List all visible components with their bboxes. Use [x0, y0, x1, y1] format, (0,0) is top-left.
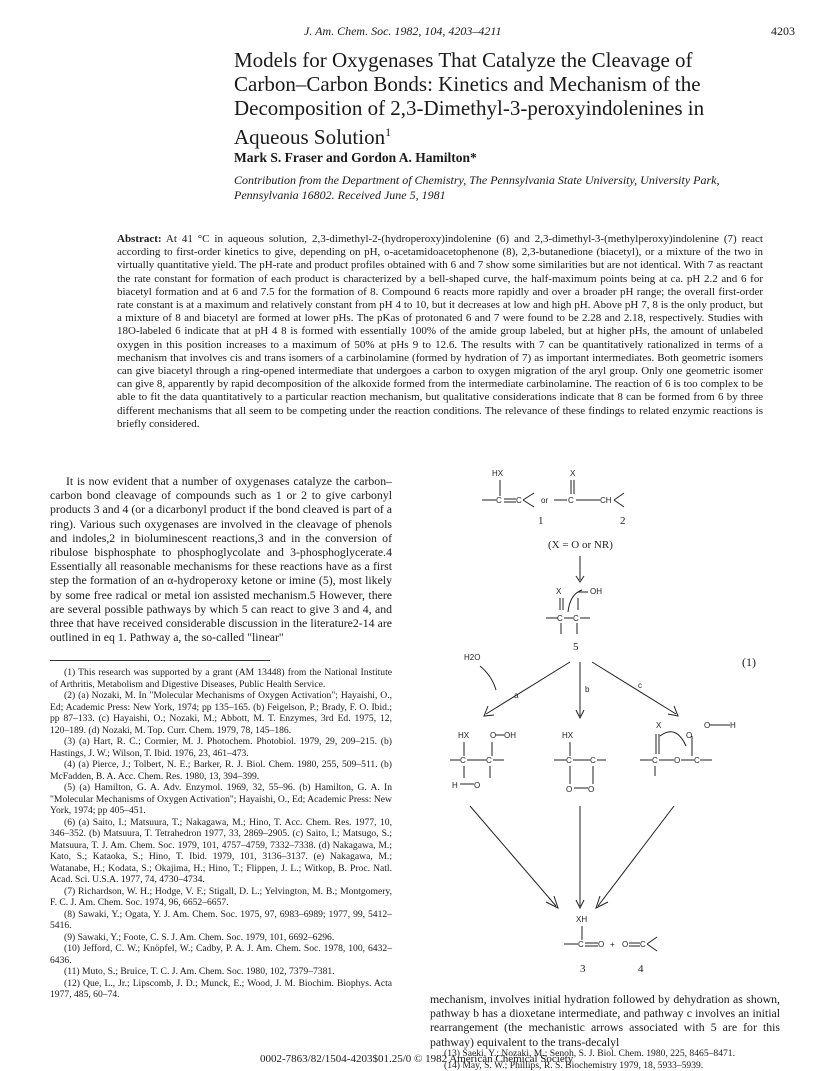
- svg-text:C: C: [652, 756, 658, 765]
- svg-text:C: C: [516, 496, 522, 505]
- reference: (11) Muto, S.; Bruice, T. C. J. Am. Chem. Soc. 1980, 102, 7379–7381.: [50, 966, 392, 978]
- compound-5-label: 5: [573, 641, 579, 653]
- reference: (2) (a) Nozaki, M. In "Molecular Mechanisms of Oxygen Activation"; Hayaishi, O., Ed; Academic Press: New York, 1974; pp 135–165. (b) Feigelson, P.; Brady, F. O. Ibid.; pp 87–133. (c) Hayaishi, O.; Nozaki, M.; Abbott, M. T. Enzymes, 3rd Ed. 1975, 12, 120–189. (d) Nozaki, M. Top. Curr. Chem. 1979, 78, 145–186.: [50, 690, 392, 736]
- svg-text:C: C: [640, 940, 646, 949]
- svg-text:C: C: [557, 614, 563, 623]
- svg-text:C: C: [496, 496, 502, 505]
- reference: (13) Saeki, Y.; Nozaki, M.; Senoh, S. J. Biol. Chem. 1980, 225, 8465–8471.: [430, 1048, 780, 1060]
- svg-text:O: O: [704, 721, 710, 730]
- x-definition: (X = O or NR): [548, 539, 613, 551]
- svg-text:XH: XH: [576, 915, 587, 924]
- reference: (9) Sawaki, Y.; Foote, C. S. J. Am. Chem. Soc. 1979, 101, 6692–6296.: [50, 932, 392, 944]
- compound-3-label: 3: [580, 963, 586, 975]
- body-text-right: mechanism, involves initial hydration followed by dehydration as shown, pathway b has a dioxetane intermediate, and pathway c involves an initial rearrangement (the mechanistic arrows associated with 5 are for this pathway) equivalent to the trans-decalyl: [430, 992, 780, 1049]
- svg-text:C: C: [566, 756, 572, 765]
- svg-text:HX: HX: [458, 731, 470, 740]
- svg-text:H: H: [730, 721, 736, 730]
- abstract: [117, 233, 763, 431]
- svg-text:H: H: [452, 781, 458, 790]
- svg-text:C: C: [486, 756, 492, 765]
- or-label: or: [541, 496, 548, 505]
- authors: Mark S. Fraser and Gordon A. Hamilton*: [234, 150, 477, 166]
- water-label: H2O: [464, 653, 480, 662]
- abstract-text: At 41 °C in aqueous solution, 2,3-dimethyl-2-(hydroperoxy)indolenine (6) and 2,3-dimethyl-3-(methylperoxy)indolenine (7) react according to first-order kinetics to give, depending on pH, o-acetamidoacetophenone (8), 2,3-butanedione (biacetyl), or a mixture of the two in virtually quantitative yield. The pH-rate and product profiles obtained with 6 and 7 show some similarities but are not identical. With 7 as reactant the rate constant for formation of each product is characterized by a bell-shaped curve, the half-maximum points being at ca. pH 2.2 and 6 for biacetyl formation and at 6 and 7.5 for the formation of 8. Compound 6 reacts more rapidly and over a broader pH range; the overall first-order rate constant is at a maximum and relatively constant from pH 4 to 10, but it decreases at low and high pH. Above pH 7, 8 is the only product, but a mixture of 8 and biacetyl are formed at lower pHs. The pKas of protonated 6 and 7 were found to be 2.28 and 2.18, respectively. Studies with 18O-labeled 6 indicate that at pH 4 8 is formed with essentially 100% of the amide group labeled, but at higher pHs, the amount of unlabeled oxygen in this position increases to a maximum of 50% at pHs 9 to 12.6. The results with 7 can be quantitatively rationalized in terms of a mechanism that involves cis and trans isomers of a carbinolamine (formed by hydration of 7) as important intermediates. Both geometric isomers can give biacetyl through a ring-opened intermediate that undergoes a carbon to oxygen migration of the aryl group. Only one geometric isomer can give 8, apparently by rapid decomposition of the alkoxide formed from the intermediate carbinolamine. The reaction of 6 is too complex to be able to fit the data quantitatively to a particular reaction mechanism, but qualitative considerations indicate that 8 can be formed from 6 by three different mechanisms that all seem to be competing under the reaction conditions. The relevance of these findings to related enzymic reactions is briefly considered.: [117, 233, 763, 430]
- svg-text:CH: CH: [600, 496, 612, 505]
- svg-text:X: X: [556, 587, 562, 596]
- compound-1-label: 1: [538, 515, 544, 527]
- svg-text:O: O: [474, 781, 480, 790]
- references-left: [50, 667, 392, 1001]
- svg-text:+: +: [610, 940, 615, 949]
- body-text-left: It is now evident that a number of oxygenases catalyze the carbon–carbon bond cleavage of compounds such as 1 or 2 to give carbonyl products 3 and 4 (or a dicarbonyl product if the bond cleaved is part of a ring). Various such oxygenases are involved in the cleavage of phenols and indoles,2 in bioluminescent reactions,3 and in the conversion of ribulose bisphosphate to phosphoglycolate and 3-phosphoglycerate.4 Essentially all reasonable mechanisms for these reactions have as a first step the formation of an α-hydroperoxy ketone or imine (5), most likely by some free radical or metal ion assisted mechanism.5 However, there are several possible pathways by which 5 can react to give 3 and 4, and three that have received considerable discussion in the literature2-14 are outlined in eq 1. Pathway a, the so-called "linear": [50, 474, 392, 644]
- reference: (14) May, S. W.; Phillips, R. S. Biochemistry 1979, 18, 5933–5939.: [430, 1060, 780, 1071]
- path-a-label: a: [514, 691, 519, 700]
- svg-text:O: O: [588, 785, 594, 794]
- affiliation: Contribution from the Department of Chemistry, The Pennsylvania State University, University Park, Pennsylvania 16802. Received June 5, 1981: [234, 173, 774, 203]
- svg-text:OH: OH: [504, 731, 516, 740]
- page-number: 4203: [771, 24, 795, 39]
- path-b-label: b: [585, 685, 590, 694]
- copyright-footer: 0002-7863/82/1504-4203$01.25/0 © 1982 American Chemical Society: [260, 1053, 573, 1065]
- svg-text:X: X: [656, 721, 662, 730]
- svg-text:O: O: [622, 940, 628, 949]
- article-title: Models for Oxygenases That Catalyze the Cleavage of Carbon–Carbon Bonds: Kinetics and Mechanism of the Decomposition of 2,3-Dimethyl-3-peroxyindolenines in Aqueous Solution$^1$: [234, 48, 754, 149]
- equation-number: (1): [742, 655, 756, 670]
- reference: (6) (a) Saito, I.; Matsuura, T.; Nakagawa, M.; Hino, T. Acc. Chem. Res. 1977, 10, 346–352. (b) Matsuura, T. Tetrahedron 1977, 33, 2869–2905. (c) Saito, I.; Matsugo, S.; Matsuura, T. J. Am. Chem. Soc. 1979, 101, 4757–4759, 7332–7338. (d) Nakagawa, M.; Kato, S.; Kataoka, S.; Hino, T. Ibid. 1979, 101, 3136–3137. (e) Nakagawa, M.; Watanabe, H.; Kodata, S.; Okajima, H.; Hino, T.; Flippen, J. L.; Witkop, B. Proc. Natl. Acad. Sci. U.S.A. 1977, 74, 4730–4734.: [50, 817, 392, 886]
- abstract-label: Abstract:: [117, 233, 162, 245]
- svg-text:C: C: [573, 614, 579, 623]
- svg-text:C: C: [568, 496, 574, 505]
- svg-text:O: O: [598, 940, 604, 949]
- svg-text:C: C: [460, 756, 466, 765]
- reference: (5) (a) Hamilton, G. A. Adv. Enzymol. 1969, 32, 55–96. (b) Hamilton, G. A. In "Molecular Mechanisms of Oxygen Activation"; Hayaishi, O., Ed; Academic Press: New York, 1974; pp 405–451.: [50, 782, 392, 817]
- reference: (3) (a) Hart, R. C.; Cormier, M. J. Photochem. Photobiol. 1979, 29, 209–215. (b) Hastings, J. W.; Wilson, T. Ibid. 1976, 23, 461–473.: [50, 736, 392, 759]
- svg-text:O: O: [490, 731, 496, 740]
- svg-text:OH: OH: [590, 587, 602, 596]
- svg-text:C: C: [578, 940, 584, 949]
- reaction-scheme: [430, 466, 790, 986]
- reference: (8) Sawaki, Y.; Ogata, Y. J. Am. Chem. Soc. 1975, 97, 6983–6989; 1977, 99, 5412–5416.: [50, 909, 392, 932]
- svg-text:O: O: [566, 785, 572, 794]
- reference: (7) Richardson, W. H.; Hodge, V. F.; Stigall, D. L.; Yelvington, M. B.; Montgomery, F. C. J. Am. Chem. Soc. 1974, 96, 6652–6657.: [50, 886, 392, 909]
- hx-label: HX: [492, 469, 504, 478]
- svg-text:O: O: [686, 731, 692, 740]
- x-label: X: [570, 469, 576, 478]
- svg-text:HX: HX: [562, 731, 574, 740]
- reference: (12) Que, L., Jr.; Lipscomb, J. D.; Munck, E.; Wood, J. M. Biochim. Biophys. Acta 1977, 485, 60–74.: [50, 978, 392, 1001]
- svg-text:O: O: [674, 756, 680, 765]
- path-c-label: c: [638, 681, 642, 690]
- reference: (1) This research was supported by a grant (AM 13448) from the National Institute of Arthritis, Metabolism and Digestive Diseases, Public Health Service.: [50, 667, 392, 690]
- compound-2-label: 2: [620, 515, 626, 527]
- reference: (10) Jefford, C. W.; Knöpfel, W.; Cadby, P. A. J. Am. Chem. Soc. 1978, 100, 6432–6436.: [50, 943, 392, 966]
- journal-header: J. Am. Chem. Soc. 1982, 104, 4203–4211: [304, 24, 502, 39]
- footnote-rule: [50, 660, 270, 661]
- reference: (4) (a) Pierce, J.; Tolbert, N. E.; Barker, R. J. Biol. Chem. 1980, 255, 509–511. (b) McFadden, B. A. Acc. Chem. Res. 1980, 13, 394–399.: [50, 759, 392, 782]
- svg-text:C: C: [590, 756, 596, 765]
- compound-4-label: 4: [638, 963, 644, 975]
- svg-text:C: C: [694, 756, 700, 765]
